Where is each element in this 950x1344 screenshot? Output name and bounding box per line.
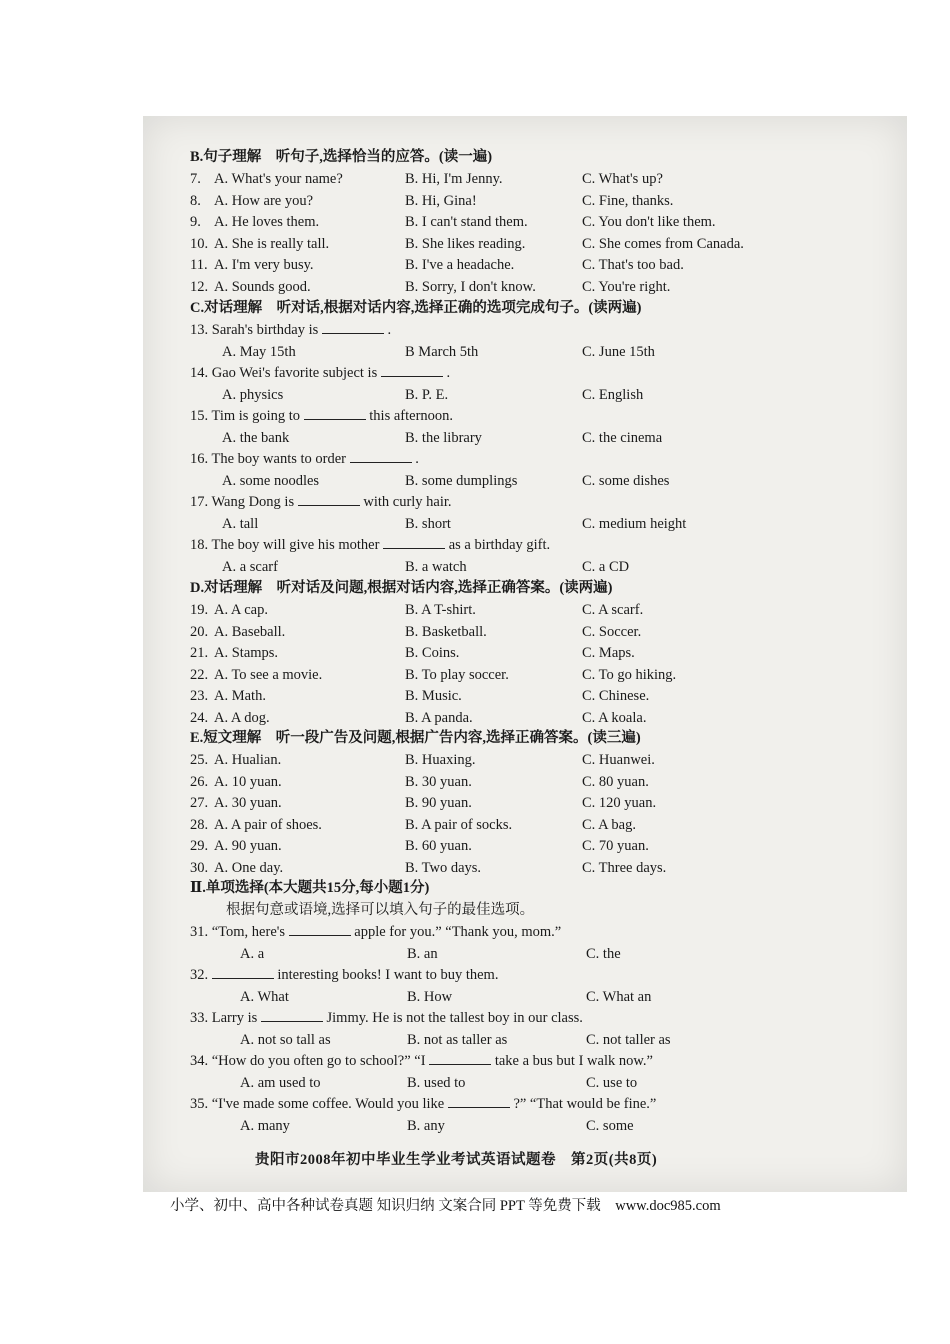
option-c: C. That's too bad. (582, 257, 684, 273)
watermark-text: 小学、初中、高中各种试卷真题 知识归纳 文案合同 PPT 等免费下载 www.doc985.com (170, 1198, 721, 1214)
question-text-after: this afternoon. (369, 408, 454, 424)
option-a: A. physics (222, 386, 284, 403)
choice-row (190, 664, 790, 686)
section-ii-heading: Ⅱ.单项选择(本大题共15分,每小题1分) (190, 880, 430, 896)
question-stem (190, 1007, 583, 1029)
choice-row (190, 621, 790, 643)
question-stem (190, 964, 498, 986)
question-number: 31. (190, 924, 209, 940)
question-number: 25. (190, 752, 209, 768)
question-number: 34. (190, 1053, 209, 1069)
option-c: C. the cinema (582, 429, 663, 446)
question-text: Wang Dong is (211, 494, 295, 510)
choice-row (190, 814, 790, 836)
question-text-after: apple for you.” “Thank you, mom.” (354, 924, 562, 940)
option-row (190, 384, 790, 406)
option-a: A. What (240, 988, 289, 1005)
option-b: B. A pair of socks. (405, 816, 513, 833)
option-row (190, 1072, 790, 1094)
answer-blank (381, 362, 443, 377)
page-footer: 贵阳市2008年初中毕业生学业考试英语试题卷 第2页(共8页) (255, 1152, 658, 1168)
question-number: 18. (190, 537, 209, 553)
choice-row (190, 707, 790, 729)
question-text: “I've made some coffee. Would you like (211, 1096, 445, 1112)
option-b: B. short (405, 515, 451, 532)
question-text-after: interesting books! I want to buy them. (277, 967, 499, 983)
choice-row (190, 168, 790, 190)
question-number: 15. (190, 408, 209, 424)
option-a: A. am used to (240, 1074, 321, 1091)
option-c: C. A bag. (582, 816, 636, 833)
option-c: C. not taller as (586, 1031, 671, 1048)
option-b: B. not as taller as (407, 1031, 508, 1048)
option-c: C. some (586, 1117, 634, 1134)
option-b: B. Huaxing. (405, 752, 476, 768)
question-number: 33. (190, 1010, 209, 1026)
question-number: 20. (190, 623, 209, 640)
option-c: C. the (586, 945, 621, 962)
option-b: B. a watch (405, 558, 467, 575)
option-a: A. 30 yuan. (214, 795, 282, 811)
option-c: C. some dishes (582, 472, 670, 489)
option-c: C. English (582, 386, 644, 403)
question-number: 23. (190, 688, 209, 704)
option-c: C. June 15th (582, 343, 655, 360)
question-number: 14. (190, 365, 209, 381)
question-number: 29. (190, 838, 209, 854)
question-text-after: with curly hair. (363, 494, 452, 510)
option-b: B. 90 yuan. (405, 795, 472, 811)
answer-blank (322, 319, 384, 334)
question-text: “Tom, here's (211, 924, 286, 940)
option-b: B. Two days. (405, 859, 482, 876)
choice-row (190, 642, 790, 664)
answer-blank (261, 1007, 323, 1022)
option-a: A. He loves them. (214, 214, 320, 230)
option-row (190, 470, 790, 492)
question-text: Gao Wei's favorite subject is (211, 365, 378, 381)
option-c: C. You don't like them. (582, 214, 716, 230)
option-a: A. some noodles (222, 472, 320, 489)
question-text: The boy wants to order (211, 451, 346, 467)
section-d-heading: D.对话理解 听对话及问题,根据对话内容,选择正确答案。(读两遍) (190, 580, 613, 596)
option-b: B. an (407, 945, 438, 962)
question-stem (190, 491, 452, 513)
option-a: A. I'm very busy. (214, 257, 314, 273)
option-c: C. 120 yuan. (582, 795, 657, 811)
option-c: C. 80 yuan. (582, 773, 649, 790)
question-text-after: ?” “That would be fine.” (513, 1096, 657, 1112)
option-a: A. A pair of shoes. (214, 816, 322, 833)
option-a: A. 10 yuan. (214, 773, 282, 790)
choice-row (190, 276, 790, 298)
answer-blank (429, 1050, 491, 1065)
choice-row (190, 685, 790, 707)
choice-row (190, 792, 790, 814)
question-number: 11. (190, 257, 208, 273)
answer-blank (298, 491, 360, 506)
option-c: C. 70 yuan. (582, 838, 649, 854)
option-b: B. She likes reading. (405, 235, 526, 252)
option-b: B. Hi, I'm Jenny. (405, 171, 503, 187)
answer-blank (350, 448, 412, 463)
option-c: C. a CD (582, 558, 630, 575)
option-a: A. To see a movie. (214, 666, 323, 683)
choice-row (190, 233, 790, 255)
question-number: 12. (190, 278, 209, 295)
question-number: 8. (190, 192, 201, 209)
question-number: 24. (190, 709, 209, 726)
option-a: A. One day. (214, 859, 284, 876)
option-c: C. Three days. (582, 859, 667, 876)
question-stem (190, 1093, 656, 1115)
option-a: A. the bank (222, 429, 290, 446)
question-number: 10. (190, 235, 209, 252)
option-a: A. Stamps. (214, 645, 279, 661)
option-c: C. Maps. (582, 645, 635, 661)
question-number: 32. (190, 967, 209, 983)
question-number: 28. (190, 816, 209, 833)
option-b: B. I've a headache. (405, 257, 515, 273)
question-stem (190, 921, 561, 943)
question-stem (190, 448, 419, 470)
choice-row (190, 190, 790, 212)
option-a: A. Baseball. (214, 623, 286, 640)
question-number: 27. (190, 795, 209, 811)
option-b: B. any (407, 1117, 445, 1134)
option-b: B. A T-shirt. (405, 602, 476, 618)
option-b: B. I can't stand them. (405, 214, 528, 230)
question-stem (190, 362, 450, 384)
question-text-after: . (446, 365, 451, 381)
option-c: C. Fine, thanks. (582, 192, 674, 209)
option-row (190, 513, 790, 535)
option-a: A. Math. (214, 688, 266, 704)
option-c: C. You're right. (582, 278, 671, 295)
option-c: C. What an (586, 988, 652, 1005)
option-a: A. not so tall as (240, 1031, 331, 1048)
option-a: A. many (240, 1117, 290, 1134)
option-b: B. To play soccer. (405, 666, 509, 683)
option-a: A. A dog. (214, 709, 270, 726)
question-number: 13. (190, 322, 209, 338)
choice-row (190, 254, 790, 276)
question-text: “How do you often go to school?” “I (211, 1053, 426, 1069)
question-number: 35. (190, 1096, 209, 1112)
option-row (190, 341, 790, 363)
option-row (190, 1029, 790, 1051)
option-row (190, 427, 790, 449)
option-b: B March 5th (405, 343, 479, 360)
option-b: B. How (407, 988, 453, 1005)
question-number: 17. (190, 494, 209, 510)
option-b: B. Sorry, I don't know. (405, 278, 536, 295)
choice-row (190, 857, 790, 879)
option-c: C. medium height (582, 515, 687, 532)
option-a: A. How are you? (214, 192, 314, 209)
choice-row (190, 835, 790, 857)
answer-blank (289, 921, 351, 936)
question-stem (190, 405, 453, 427)
choice-row (190, 749, 790, 771)
option-a: A. May 15th (222, 343, 296, 360)
choice-row (190, 771, 790, 793)
question-text-after: take a bus but I walk now.” (494, 1053, 653, 1069)
option-b: B. 60 yuan. (405, 838, 472, 854)
section-e-heading: E.短文理解 听一段广告及问题,根据广告内容,选择正确答案。(读三遍) (190, 730, 641, 746)
answer-blank (383, 534, 445, 549)
question-number: 16. (190, 451, 209, 467)
question-stem (190, 1050, 653, 1072)
option-c: C. Chinese. (582, 688, 650, 704)
option-b: B. Basketball. (405, 623, 487, 640)
question-number: 9. (190, 214, 201, 230)
option-b: B. A panda. (405, 709, 473, 726)
question-stem (190, 534, 550, 556)
option-c: C. Soccer. (582, 623, 642, 640)
option-a: A. She is really tall. (214, 235, 330, 252)
answer-blank (448, 1093, 510, 1108)
option-a: A. Hualian. (214, 752, 282, 768)
option-b: B. 30 yuan. (405, 773, 472, 790)
section-ii-instruction: 根据句意或语境,选择可以填入句子的最佳选项。 (226, 902, 535, 918)
question-number: 22. (190, 666, 209, 683)
question-text: Tim is going to (211, 408, 301, 424)
question-text-after: . (387, 322, 392, 338)
question-stem (190, 319, 391, 341)
question-number: 21. (190, 645, 209, 661)
answer-blank (304, 405, 366, 420)
question-text-after: Jimmy. He is not the tallest boy in our class. (326, 1010, 583, 1026)
question-text: Sarah's birthday is (211, 322, 319, 338)
option-a: A. Sounds good. (214, 278, 311, 295)
option-c: C. use to (586, 1074, 638, 1091)
answer-blank (212, 964, 274, 979)
option-a: A. A cap. (214, 602, 268, 618)
option-c: C. To go hiking. (582, 666, 677, 683)
option-b: B. Music. (405, 688, 462, 704)
choice-row (190, 211, 790, 233)
option-row (190, 556, 790, 578)
option-row (190, 943, 790, 965)
section-b-heading: B.句子理解 听句子,选择恰当的应答。(读一遍) (190, 149, 493, 165)
option-a: A. a (240, 945, 265, 962)
option-c: C. She comes from Canada. (582, 235, 744, 252)
option-a: A. tall (222, 515, 259, 532)
section-c-heading: C.对话理解 听对话,根据对话内容,选择正确的选项完成句子。(读两遍) (190, 300, 642, 316)
question-text-after: . (415, 451, 419, 467)
question-number: 26. (190, 773, 209, 790)
option-row (190, 1115, 790, 1137)
option-b: B. Hi, Gina! (405, 192, 477, 209)
option-b: B. Coins. (405, 645, 460, 661)
question-number: 30. (190, 859, 209, 876)
choice-row (190, 599, 790, 621)
option-b: B. used to (407, 1074, 466, 1091)
option-c: C. A koala. (582, 709, 647, 726)
option-b: B. P. E. (405, 386, 449, 403)
option-b: B. the library (405, 429, 482, 446)
option-a: A. a scarf (222, 558, 278, 575)
option-a: A. 90 yuan. (214, 838, 282, 854)
question-text: The boy will give his mother (211, 537, 380, 553)
question-text-after: as a birthday gift. (448, 537, 551, 553)
option-c: C. A scarf. (582, 602, 644, 618)
option-b: B. some dumplings (405, 472, 518, 489)
option-c: C. What's up? (582, 171, 663, 187)
option-a: A. What's your name? (214, 171, 343, 187)
question-number: 7. (190, 171, 201, 187)
option-row (190, 986, 790, 1008)
question-number: 19. (190, 602, 209, 618)
option-c: C. Huanwei. (582, 752, 655, 768)
question-text: Larry is (211, 1010, 258, 1026)
